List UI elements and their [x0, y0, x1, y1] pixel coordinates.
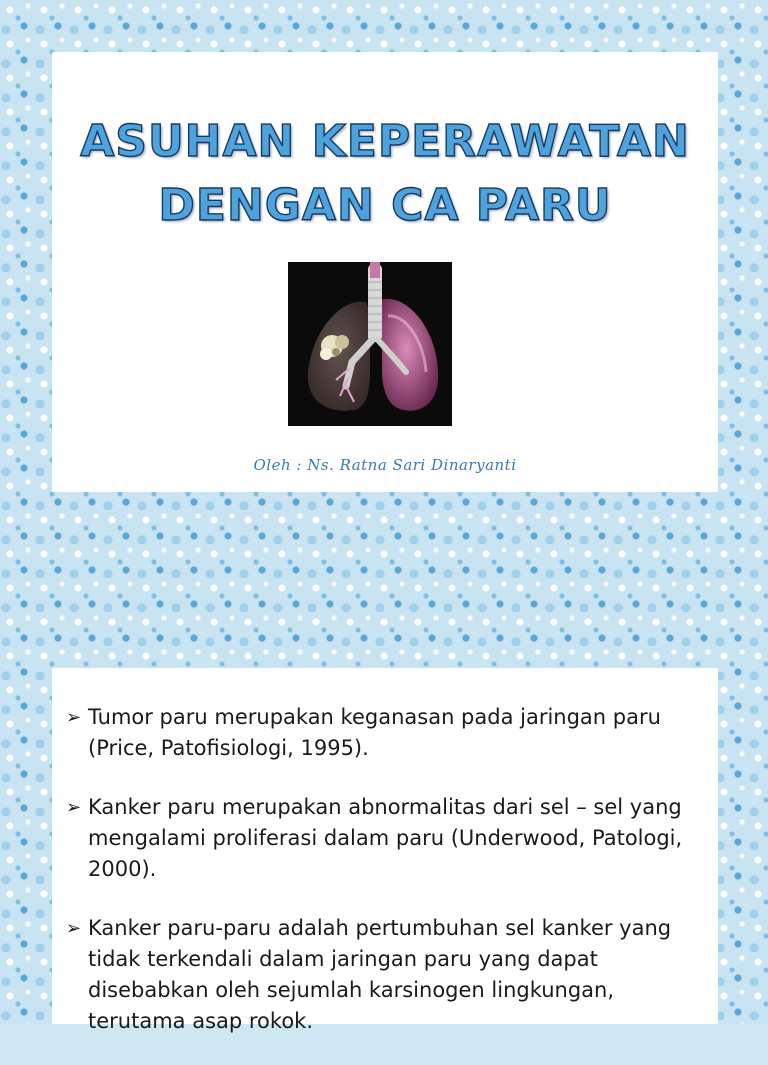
- lung-illustration-icon: [288, 262, 452, 426]
- bullet-text: Kanker paru-paru adalah pertumbuhan sel kanker yang tidak terkendali dalam jaringan paru yang dapat disebabkan oleh sejumlah karsinogen lingkungan, terutama asap rokok.: [88, 916, 672, 1033]
- arrow-bullet-icon: ➢: [66, 707, 82, 728]
- list-item: [66, 913, 716, 1037]
- title-line-1: ASUHAN KEPERAWATAN: [80, 116, 690, 167]
- arrow-bullet-icon: ➢: [66, 797, 82, 818]
- bullet-text: Kanker paru merupakan abnormalitas dari sel – sel yang mengalami proliferasi dalam paru (Underwood, Patologi, 2000).: [88, 795, 683, 881]
- content-slide: [52, 668, 718, 1033]
- list-item: [66, 792, 716, 885]
- slide-title: [52, 110, 718, 238]
- list-item: [66, 702, 716, 764]
- lung-image: [288, 262, 452, 426]
- bullet-list: [66, 702, 716, 1065]
- arrow-bullet-icon: ➢: [66, 918, 82, 939]
- author-credit: Oleh : Ns. Ratna Sari Dinaryanti: [253, 456, 517, 474]
- bullet-text: Tumor paru merupakan keganasan pada jaringan paru (Price, Patofisiologi, 1995).: [88, 705, 661, 760]
- title-slide: [52, 52, 718, 492]
- title-line-2: DENGAN CA PARU: [158, 180, 612, 231]
